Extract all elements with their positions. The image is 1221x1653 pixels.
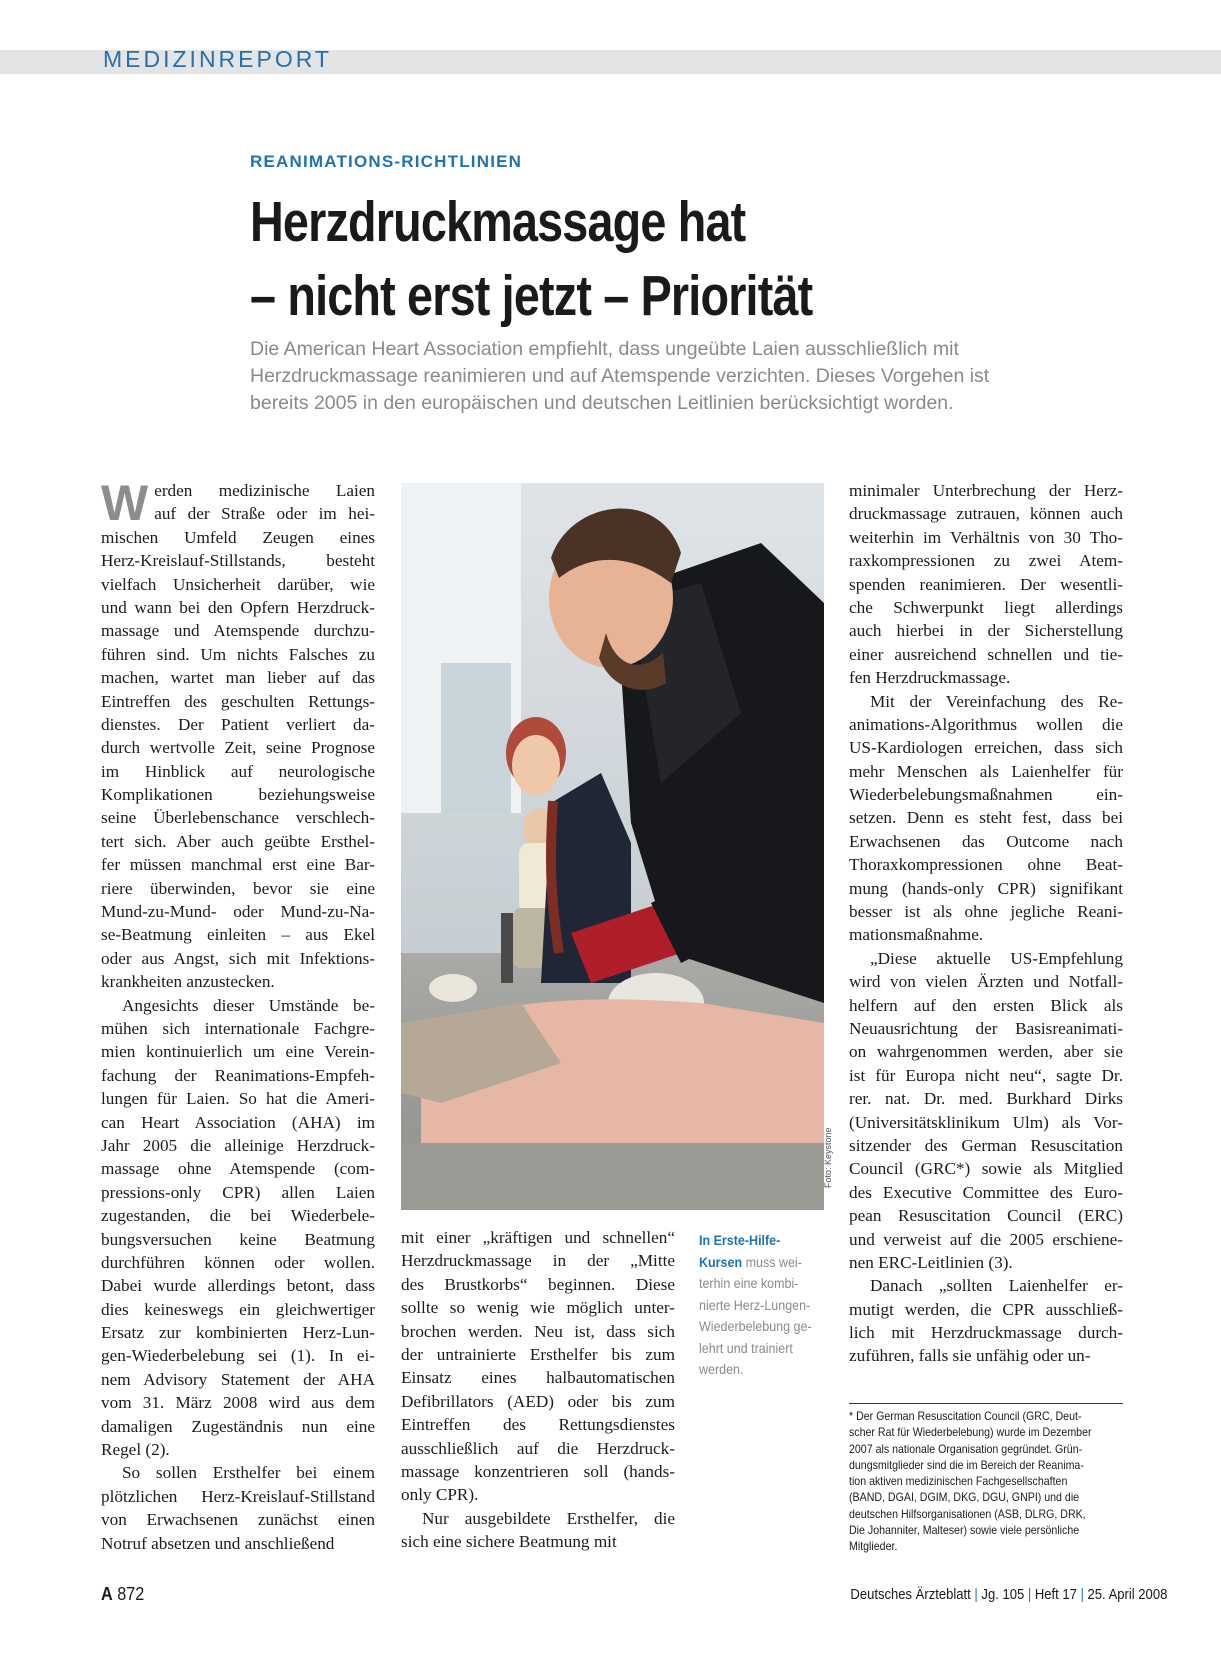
body-line: durch wertvolle Zeit, seine Prognose <box>101 738 375 758</box>
body-line: Wiederbelebungsmaßnahmen ein- <box>849 785 1123 805</box>
cpr-training-photo <box>401 483 824 1210</box>
caption-line: terhin eine kombi- <box>699 1276 799 1291</box>
footnote-line: deutschen Hilfsorganisationen (ASB, DLRG, DRK, <box>849 1506 1086 1521</box>
body-line: mationsmaßnahme. <box>849 925 984 945</box>
body-line: plötzlichen Herz-Kreislauf-Stillstand <box>101 1486 375 1506</box>
body-line: So sollen Ersthelfer bei einem <box>122 1463 375 1483</box>
body-line: se-Beatmung einleiten – aus Ekel <box>101 925 375 945</box>
body-line: Eintreffen des geschulten Rettungs- <box>101 691 375 711</box>
body-line: sitzender des German Resuscitation <box>849 1135 1123 1155</box>
body-line: lungen für Laien. So hat die Ameri- <box>101 1089 375 1109</box>
body-line: des Brustkorbs“ beginnen. Diese <box>401 1274 675 1294</box>
body-line: mung (hands-only CPR) signifikant <box>849 878 1123 898</box>
body-line: mehr Menschen als Laienhelfer für <box>849 761 1123 781</box>
body-line: can Heart Association (AHA) im <box>101 1112 375 1132</box>
body-line: und verweist auf die 2005 erschiene- <box>849 1229 1123 1249</box>
body-line: wird von vielen Ärzten und Notfall- <box>849 972 1123 992</box>
body-line: massage konzentrieren soll (hands- <box>401 1461 675 1481</box>
body-line: ist für Europa nicht neu“, sagte Dr. <box>849 1065 1123 1085</box>
body-line: „Diese aktuelle US-Empfehlung <box>870 948 1123 968</box>
caption-line: nierte Herz-Lungen- <box>699 1297 811 1313</box>
body-column-2 <box>401 1226 675 1553</box>
body-line: Notruf absetzen und anschließend <box>101 1533 335 1553</box>
body-line: Neuausrichtung der Basisreanimati- <box>849 1018 1123 1038</box>
body-line: Mund-zu-Mund- oder Mund-zu-Na- <box>101 902 375 922</box>
body-column-1 <box>101 475 375 1555</box>
body-line: mit einer „kräftigen und schnellen“ <box>401 1228 675 1247</box>
lead-line: bereits 2005 in den europäischen und deutschen Leitlinien berücksichtigt worden. <box>250 392 954 414</box>
body-column-3 <box>849 479 1123 1368</box>
body-line: mutigt werden, die CPR ausschließ- <box>849 1299 1123 1319</box>
column-1-lines <box>101 526 375 1555</box>
body-line: raxkompressionen zu zwei Atem- <box>849 551 1123 571</box>
footnote-line: Die Johanniter, Malteser) sowie viele persönliche <box>849 1523 1080 1538</box>
body-line: gen-Wiederbelebung sei (1). In ei- <box>101 1346 375 1366</box>
caption-text: muss wei- <box>742 1254 802 1270</box>
lead-line: Herzdruckmassage reanimieren und auf Atemspende verzichten. Dieses Vorgehen ist <box>250 365 990 387</box>
headline-line-2: – nicht erst jetzt – Priorität <box>250 264 813 328</box>
body-line: helfern auf den ersten Blick als <box>849 995 1123 1015</box>
body-line: fachung der Reanimations-Empfeh- <box>101 1065 375 1085</box>
body-line: Einsatz eines halbautomatischen <box>401 1368 675 1388</box>
body-line: Danach „sollten Laienhelfer er- <box>870 1276 1123 1296</box>
footnote-line: tion aktiven medizinischen Fachgesellschaften <box>849 1474 1068 1489</box>
drop-cap: W <box>101 475 149 531</box>
body-line: minimaler Unterbrechung der Herz- <box>849 481 1123 500</box>
body-line: mühen sich internationale Fachgre- <box>101 1018 375 1038</box>
body-line: (Universitätsklinikum Ulm) als Vor- <box>849 1112 1123 1132</box>
caption-bold: In Erste-Hilfe- <box>699 1233 781 1248</box>
body-line: on wahrgenommen werden, aber sie <box>849 1042 1123 1062</box>
body-line: oder aus Angst, sich mit Infektions- <box>101 948 375 968</box>
body-line: setzen. Denn es steht fest, dass bei <box>849 808 1123 828</box>
body-line: auch hierbei in der Sicherstellung <box>849 621 1123 641</box>
body-line: ausschließlich auf die Herzdruck- <box>401 1438 675 1458</box>
article-photo <box>401 483 824 1210</box>
body-line: druckmassage zutrauen, können auch <box>849 504 1123 524</box>
body-line: im Hinblick auf neurologische <box>101 761 375 781</box>
caption-line <box>699 1252 819 1274</box>
body-line: US-Kardiologen erreichen, dass sich <box>849 738 1123 758</box>
body-line: einer ausreichend schnellen und tie- <box>849 644 1123 664</box>
body-line: des Executive Committee des Euro- <box>849 1182 1123 1202</box>
photo-caption <box>699 1230 819 1381</box>
body-line: massage und Atemspende durchzu- <box>101 621 375 641</box>
separator: | <box>1080 1587 1084 1603</box>
footnote <box>849 1408 1110 1555</box>
body-line: krankheiten anzustecken. <box>101 972 275 992</box>
body-line: Komplikationen beziehungsweise <box>101 785 375 805</box>
body-line: pressions-only CPR) allen Laien <box>101 1182 375 1202</box>
body-line: Angesichts dieser Umstände be- <box>122 995 375 1015</box>
body-line: erden medizinische Laien <box>154 481 375 500</box>
folio-letter: A <box>101 1584 113 1604</box>
body-line: Herz-Kreislauf-Stillstands, besteht <box>101 551 375 571</box>
caption-rest <box>699 1273 819 1381</box>
body-line: fer müssen manchmal erst eine Bar- <box>101 855 375 875</box>
folio-number: 872 <box>117 1584 145 1604</box>
body-line: Regel (2). <box>101 1440 170 1460</box>
body-line: pean Resuscitation Council (ERC) <box>849 1206 1123 1226</box>
body-line: animations-Algorithmus wollen die <box>849 714 1123 734</box>
body-line: vielfach Unsicherheit darüber, wie <box>101 574 375 594</box>
caption-line <box>699 1230 819 1252</box>
journal-info <box>850 1587 1168 1603</box>
body-line: Ersatz zur kombinierten Herz-Lun- <box>101 1323 375 1343</box>
footnote-line: 2007 als nationale Organisation gegründet. Grün- <box>849 1441 1083 1456</box>
journal-date: 25. April 2008 <box>1087 1587 1168 1603</box>
footnote-line: Mitglieder. <box>849 1539 898 1554</box>
body-line: durchführen können oder wollen. <box>101 1252 375 1272</box>
body-line: vom 31. März 2008 wird aus dem <box>101 1393 375 1413</box>
footnote-rule <box>849 1403 1123 1404</box>
body-line: zugestanden, die bei Wiederbele- <box>101 1206 375 1226</box>
caption-line: werden. <box>699 1362 744 1377</box>
body-line: che Schwerpunkt liegt allerdings <box>849 597 1123 617</box>
caption-line: lehrt und trainiert <box>699 1340 793 1356</box>
footnote-line: (BAND, DGAI, DGIM, DKG, DGU, GNPI) und die <box>849 1490 1080 1505</box>
body-line: Dabei wurde allerdings betont, dass <box>101 1276 375 1296</box>
body-line: dienstes. Der Patient verliert da- <box>101 714 375 734</box>
body-line: sollte so wenig wie möglich unter- <box>401 1298 675 1318</box>
body-line: Jahr 2005 die alleinige Herzdruck- <box>101 1135 375 1155</box>
body-line: sich eine sichere Beatmung mit <box>401 1532 617 1552</box>
body-line: Mit der Vereinfachung des Re- <box>870 691 1123 711</box>
body-line: lich mit Herzdruckmassage durch- <box>849 1323 1123 1343</box>
body-line: bungsversuchen keine Beatmung <box>101 1229 375 1249</box>
body-line: der untrainierte Ersthelfer bis zum <box>401 1344 675 1364</box>
body-line: seine Überlebenschance verschlech- <box>101 808 375 828</box>
body-line: mischen Umfeld Zeugen eines <box>101 527 375 547</box>
body-line: riere überwinden, bevor sie eine <box>101 878 375 898</box>
caption-line: Wiederbelebung ge- <box>699 1319 812 1334</box>
body-line: Council (GRC*) sowie als Mitglied <box>849 1159 1123 1179</box>
body-line: weiterhin im Verhältnis von 30 Tho- <box>849 527 1123 547</box>
body-line: tert sich. Aber auch geübte Ersthel- <box>101 831 375 851</box>
dropcap-block <box>101 475 375 531</box>
body-line: und wann bei den Opfern Herzdruck- <box>101 597 375 617</box>
body-line: Thoraxkompressionen ohne Beat- <box>849 855 1123 875</box>
body-line: rer. nat. Dr. med. Burkhard Dirks <box>849 1089 1123 1109</box>
footnote-line: scher Rat für Wiederbelebung) wurde im Dezember <box>849 1425 1092 1440</box>
body-line: dies keineswegs ein gleichwertiger <box>101 1299 375 1319</box>
separator: | <box>974 1587 978 1603</box>
journal-name: Deutsches Ärzteblatt <box>850 1587 971 1603</box>
body-line: führen sind. Um nichts Falsches zu <box>101 644 375 664</box>
caption-bold: Kursen <box>699 1254 743 1270</box>
footnote-line: * Der German Resuscitation Council (GRC, Deut- <box>849 1409 1082 1423</box>
body-line: massage ohne Atemspende (com- <box>101 1159 375 1179</box>
body-line: spenden reanimieren. Der wesentli- <box>849 574 1123 594</box>
body-line: Erwachsenen das Outcome nach <box>849 831 1123 851</box>
body-line: von Erwachsenen zunächst einen <box>101 1510 375 1530</box>
body-line: brochen werden. Neu ist, dass sich <box>401 1321 675 1341</box>
body-line: machen, wartet man lieber auf das <box>101 668 375 688</box>
journal-issue: Heft 17 <box>1034 1587 1077 1603</box>
body-line: Eintreffen des Rettungsdienstes <box>401 1415 675 1435</box>
journal-volume: Jg. 105 <box>981 1587 1025 1603</box>
body-line: fen Herzdruckmassage. <box>849 668 1011 688</box>
lead-paragraph <box>250 336 1130 417</box>
headline-line-1: Herzdruckmassage hat <box>250 190 746 254</box>
page-folio <box>101 1584 144 1605</box>
body-line: Herzdruckmassage in der „Mitte <box>401 1251 675 1271</box>
body-line: nem Advisory Statement der AHA <box>101 1369 375 1389</box>
body-line: nen ERC-Leitlinien (3). <box>849 1252 1013 1272</box>
body-line: mien kontinuierlich um eine Verein- <box>101 1042 375 1062</box>
body-line: damaligen Zugeständnis nun eine <box>101 1416 375 1436</box>
separator: | <box>1027 1587 1032 1603</box>
article-kicker: REANIMATIONS-RICHTLINIEN <box>250 152 523 171</box>
section-label: MEDIZINREPORT <box>103 46 332 72</box>
body-line: Nur ausgebildete Ersthelfer, die <box>422 1508 675 1528</box>
body-line: only CPR). <box>401 1485 479 1505</box>
body-line: Defibrillators (AED) oder bis zum <box>401 1391 675 1411</box>
footnote-line: dungsmitglieder sind die im Bereich der Reanima- <box>849 1457 1084 1472</box>
body-line: auf der Straße oder im hei- <box>154 504 375 524</box>
lead-line: Die American Heart Association empfiehlt, dass ungeübte Laien ausschließlich mit <box>250 338 959 360</box>
photo-credit: Foto: Keystone <box>823 1127 833 1188</box>
body-line: besser ist als ohne jegliche Reani- <box>849 902 1123 922</box>
body-line: zuführen, falls sie unfähig oder un- <box>849 1346 1091 1366</box>
